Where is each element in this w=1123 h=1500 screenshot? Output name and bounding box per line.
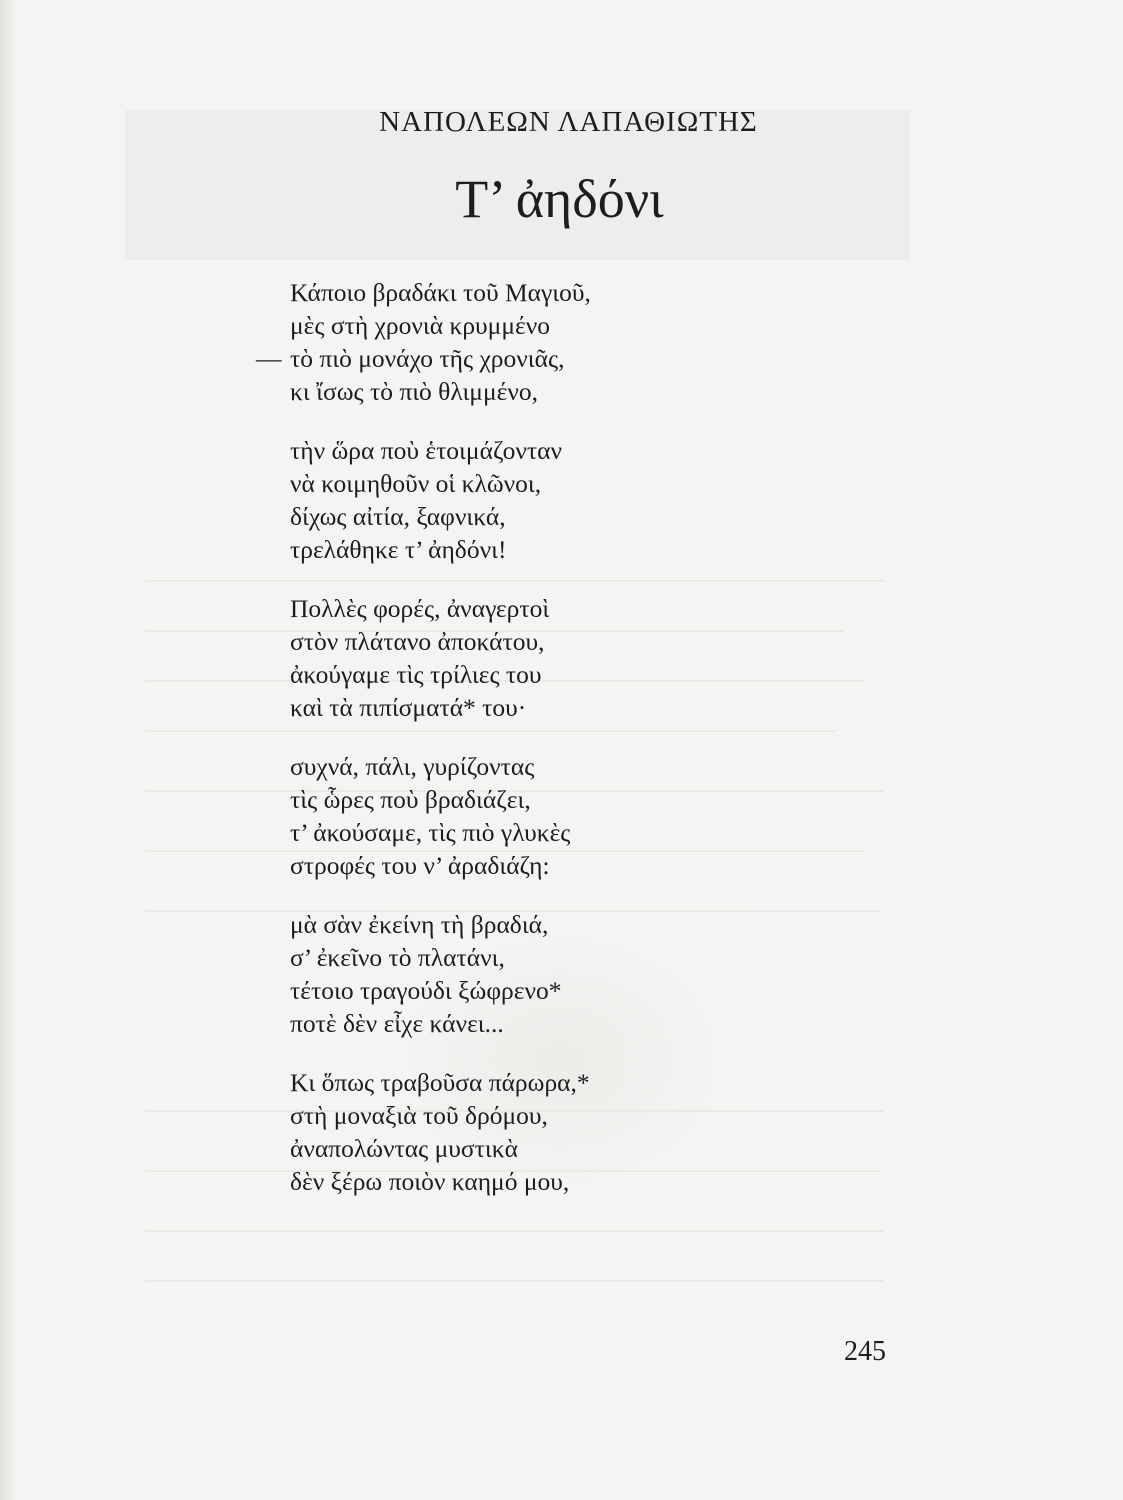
stanza xyxy=(290,1066,810,1198)
verse-line: δὲν ξέρω ποιὸν καημό μου, xyxy=(290,1167,570,1196)
verse-line: τέτοιο τραγούδι ξώφρενο* xyxy=(290,976,562,1005)
verse-line: νὰ κοιμηθοῦν οἱ κλῶνοι, xyxy=(290,469,542,498)
poem-title: Τ’ ἀηδόνι xyxy=(455,169,664,229)
author-name: ΝΑΠΟΛΕΩΝ ΛΑΠΑΘΙΩΤΗΣ xyxy=(379,106,758,138)
verse-line: μὰ σὰν ἐκείνη τὴ βραδιά, xyxy=(290,910,549,939)
verse-line: τὴν ὥρα ποὺ ἑτοιμάζονταν xyxy=(290,436,562,465)
stanza xyxy=(290,750,810,882)
stanza xyxy=(290,434,810,566)
verse-line: τρελάθηκε τ’ ἀηδόνι! xyxy=(290,535,507,564)
verse-line: Κι ὅπως τραβοῦσα πάρωρα,* xyxy=(290,1068,590,1097)
verse-line: στροφές του ν’ ἀραδιάζη: xyxy=(290,851,550,880)
verse-line: Πολλὲς φορές, ἀναγερτοὶ xyxy=(290,594,550,623)
verse-line: ἀναπολώντας μυστικὰ xyxy=(290,1134,518,1163)
verse-line: δίχως αἰτία, ξαφνικά, xyxy=(290,502,506,531)
show-through-line xyxy=(145,1230,885,1232)
verse-line: συχνά, πάλι, γυρίζοντας xyxy=(290,752,535,781)
stanza xyxy=(256,276,810,408)
verse-line: ἀκούγαμε τὶς τρίλιες του xyxy=(290,660,542,689)
verse-line: ποτὲ δὲν εἶχε κάνει... xyxy=(290,1009,504,1038)
stanza xyxy=(290,908,810,1040)
poem-body xyxy=(256,276,810,1224)
em-dash: — xyxy=(256,344,282,373)
verse-line: Κάποιο βραδάκι τοῦ Μαγιοῦ, xyxy=(290,278,591,307)
verse-line xyxy=(256,342,810,375)
verse-line: στὸν πλάτανο ἀποκάτου, xyxy=(290,627,545,656)
page-number: 245 xyxy=(844,1336,886,1367)
verse-line: σ’ ἐκεῖνο τὸ πλατάνι, xyxy=(290,943,505,972)
verse-line: τ’ ἀκούσαμε, τὶς πιὸ γλυκὲς xyxy=(290,818,571,847)
verse-line: στὴ μοναξιὰ τοῦ δρόμου, xyxy=(290,1101,548,1130)
show-through-line xyxy=(145,1280,885,1282)
verse-line: μὲς στὴ χρονιὰ κρυμμένο xyxy=(290,311,551,340)
verse-line: καὶ τὰ πιπίσματά* του· xyxy=(290,693,527,722)
verse-line: κι ἴσως τὸ πιὸ θλιμμένο, xyxy=(290,377,539,406)
verse-text: τὸ πιὸ μονάχο τῆς χρονιᾶς, xyxy=(290,344,565,373)
verse-line: τὶς ὧρες ποὺ βραδιάζει, xyxy=(290,785,531,814)
stanza xyxy=(290,592,810,724)
